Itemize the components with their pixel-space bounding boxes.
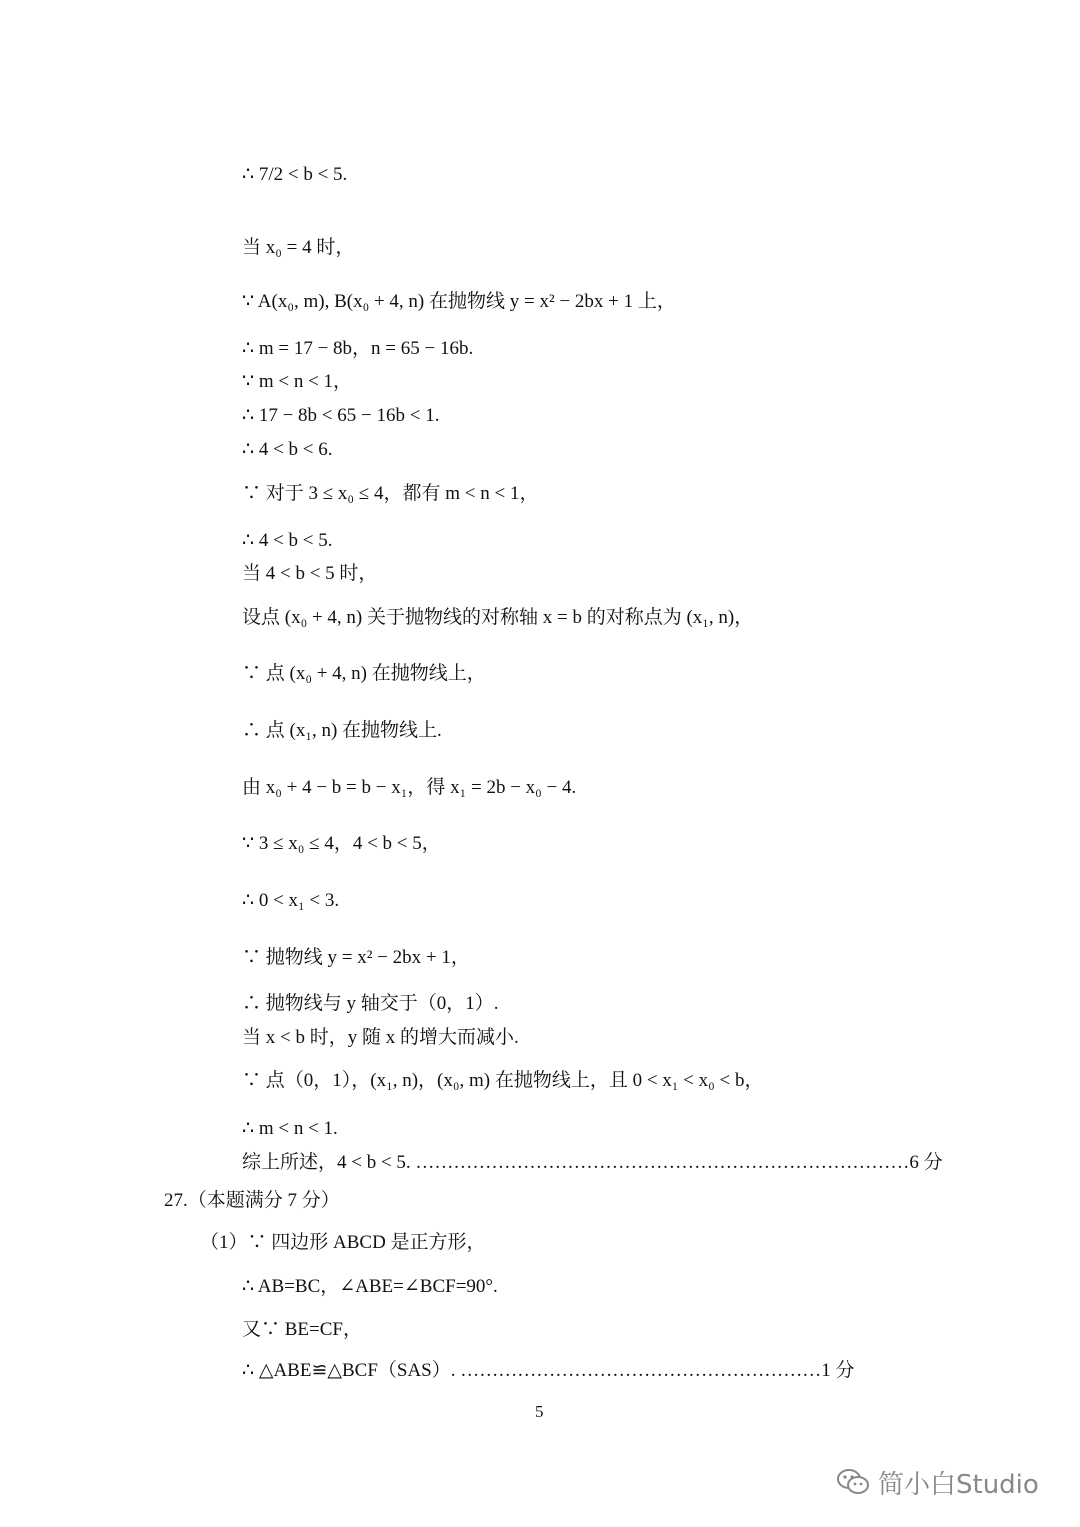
line-8: ∵ 对于 3 ≤ x₀ ≤ 4，都有 m < n < 1， bbox=[242, 483, 539, 504]
line-6: ∴ 17 − 8b < 65 − 16b < 1. bbox=[242, 405, 440, 426]
line-14: 由 x₀ + 4 − b = b − x₁，得 x₁ = 2b − x₀ − 4. bbox=[242, 777, 577, 798]
line-19: 当 x < b 时，y 随 x 的增大而减小. bbox=[242, 1027, 519, 1048]
question-heading: 27.（本题满分 7 分） bbox=[164, 1190, 340, 1211]
line-26: 又∵ BE=CF， bbox=[242, 1319, 362, 1340]
line-11: 设点 (x₀ + 4, n) 关于抛物线的对称轴 x = b 的对称点为 (x₁, n)， bbox=[242, 607, 754, 628]
line-22: 综上所述，4 < b < 5. ……………………………………………………………………6 分 bbox=[242, 1152, 943, 1173]
line-7: ∴ 4 < b < 6. bbox=[242, 439, 333, 460]
page-number: 5 bbox=[535, 1402, 544, 1421]
line-3: ∵ A(x₀, m), B(x₀ + 4, n) 在抛物线 y = x² − 2bx + 1 上， bbox=[242, 291, 676, 312]
line-20: ∵ 点（0，1），(x₁, n)，(x₀, m) 在抛物线上，且 0 < x₁ < x₀ < b， bbox=[242, 1070, 764, 1091]
line-15: ∵ 3 ≤ x₀ ≤ 4，4 < b < 5， bbox=[242, 833, 441, 854]
line-21: ∴ m < n < 1. bbox=[242, 1118, 338, 1139]
line-18: ∴ 抛物线与 y 轴交于（0，1）. bbox=[242, 993, 499, 1014]
watermark-text: 简小白Studio bbox=[878, 1469, 1039, 1500]
line-25: ∴ AB=BC，∠ABE=∠BCF=90°. bbox=[242, 1276, 498, 1297]
line-10: 当 4 < b < 5 时， bbox=[242, 563, 378, 584]
line-1: ∴ 7/2 < b < 5. bbox=[242, 164, 348, 185]
line-4: ∴ m = 17 − 8b，n = 65 − 16b. bbox=[242, 338, 474, 359]
line-2: 当 x₀ = 4 时， bbox=[242, 237, 355, 258]
line-5: ∵ m < n < 1， bbox=[242, 371, 353, 392]
watermark bbox=[836, 1464, 1039, 1500]
line-27: ∴ △ABE≌△BCF（SAS）. …………………………………………………1 分 bbox=[242, 1360, 855, 1381]
wechat-icon bbox=[836, 1467, 870, 1497]
line-16: ∴ 0 < x₁ < 3. bbox=[242, 890, 340, 911]
line-17: ∵ 抛物线 y = x² − 2bx + 1， bbox=[242, 947, 470, 968]
line-9: ∴ 4 < b < 5. bbox=[242, 530, 333, 551]
line-24: （1）∵ 四边形 ABCD 是正方形， bbox=[200, 1232, 486, 1253]
line-12: ∵ 点 (x₀ + 4, n) 在抛物线上， bbox=[242, 663, 486, 684]
line-13: ∴ 点 (x₁, n) 在抛物线上. bbox=[242, 720, 442, 741]
